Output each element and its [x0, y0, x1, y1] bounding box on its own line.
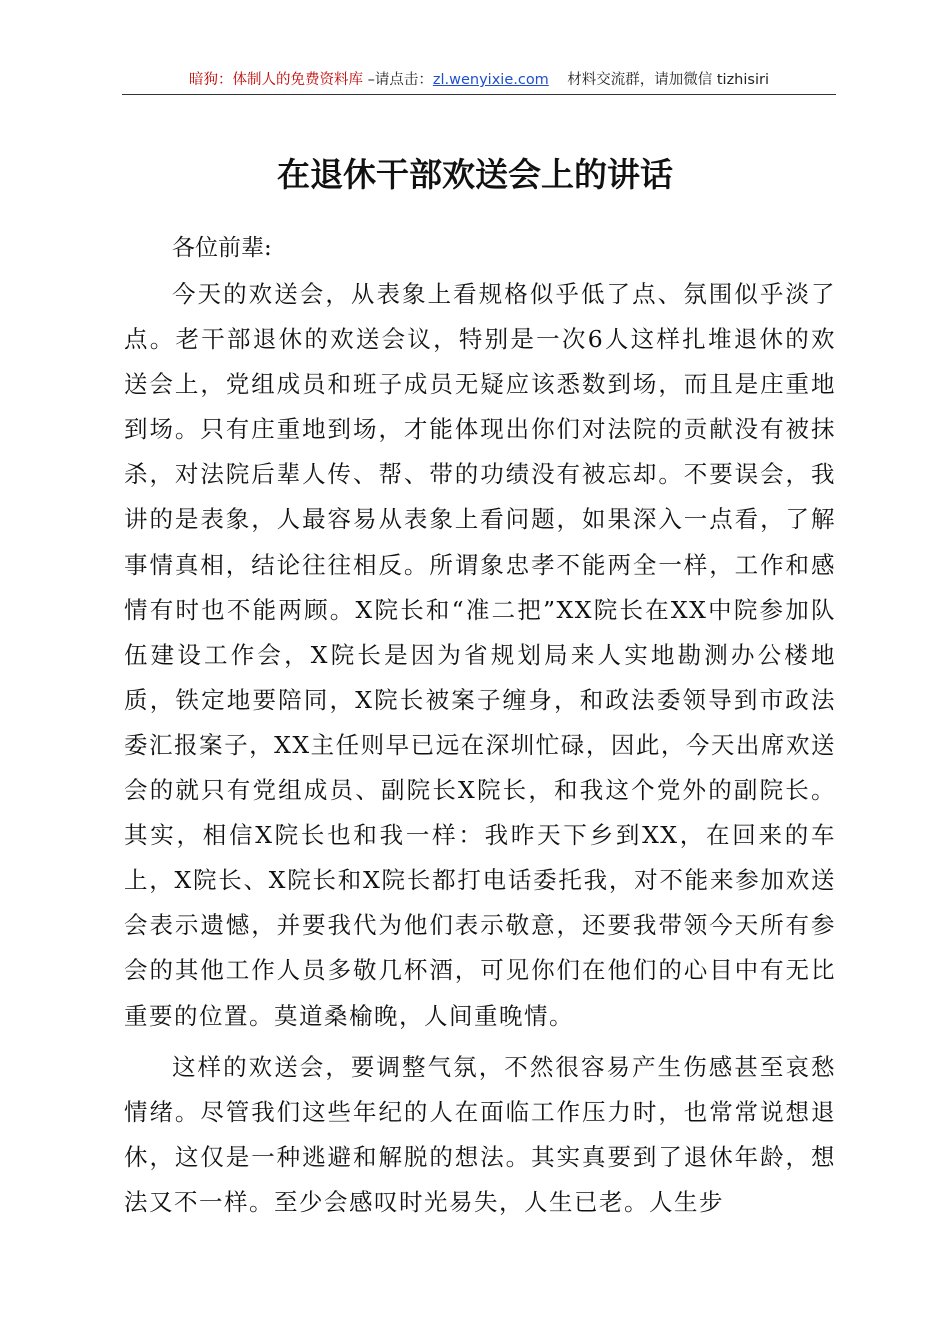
header-contact-label: 材料交流群，请加微信 tizhisiri	[567, 72, 769, 88]
body-paragraph-2: 这样的欢送会，要调整气氛，不然很容易产生伤感甚至哀愁情绪。尽管我们这些年纪的人在面临工作压力时，也常常说想退休，这仅是一种逃避和解脱的想法。其实真要到了退休年龄，想法又不一样。至少会感叹时光易失，人生已老。人生步	[124, 1052, 836, 1216]
page-header	[122, 66, 836, 95]
document-body	[124, 224, 836, 1225]
header-click-prefix: –请点击：	[363, 72, 433, 88]
salutation: 各位前辈:	[172, 235, 272, 261]
header-website-link[interactable]: zl.wenyixie.com	[432, 72, 549, 88]
header-contact-text	[549, 72, 769, 88]
document-title: 在退休干部欢送会上的讲话	[277, 155, 673, 194]
body-paragraph-1: 今天的欢送会，从表象上看规格似乎低了点、氛围似乎淡了点。老干部退休的欢送会议，特别是一次6人这样扎堆退休的欢送会上，党组成员和班子成员无疑应该悉数到场，而且是庄重地到场。只有庄重地到场，才能体现出你们对法院的贡献没有被抹杀，对法院后辈人传、帮、带的功绩没有被忘却。不要误会，我讲的是表象，人最容易从表象上看问题，如果深入一点看，了解事情真相，结论往往相反。所谓象忠孝不能两全一样，工作和感情有时也不能两顾。X院长和“准二把”XX院长在XX中院参加队伍建设工作会，X院长是因为省规划局来人实地勘测办公楼地质，铁定地要陪同，X院长被案子缠身，和政法委领导到市政法委汇报案子，XX主任则早已远在深圳忙碌，因此，今天出席欢送会的就只有党组成员、副院长X院长，和我这个党外的副院长。其实，相信X院长也和我一样：我昨天下乡到XX，在回来的车上，X院长、X院长和X院长都打电话委托我，对不能来参加欢送会表示遗憾，并要我代为他们表示敬意，还要我带领今天所有参会的其他工作人员多敬几杯酒，可见你们在他们的心目中有无比重要的位置。莫道桑榆晚，人间重晚情。	[124, 280, 836, 1030]
header-brand-text: 暗狗：体制人的免费资料库	[189, 72, 364, 88]
